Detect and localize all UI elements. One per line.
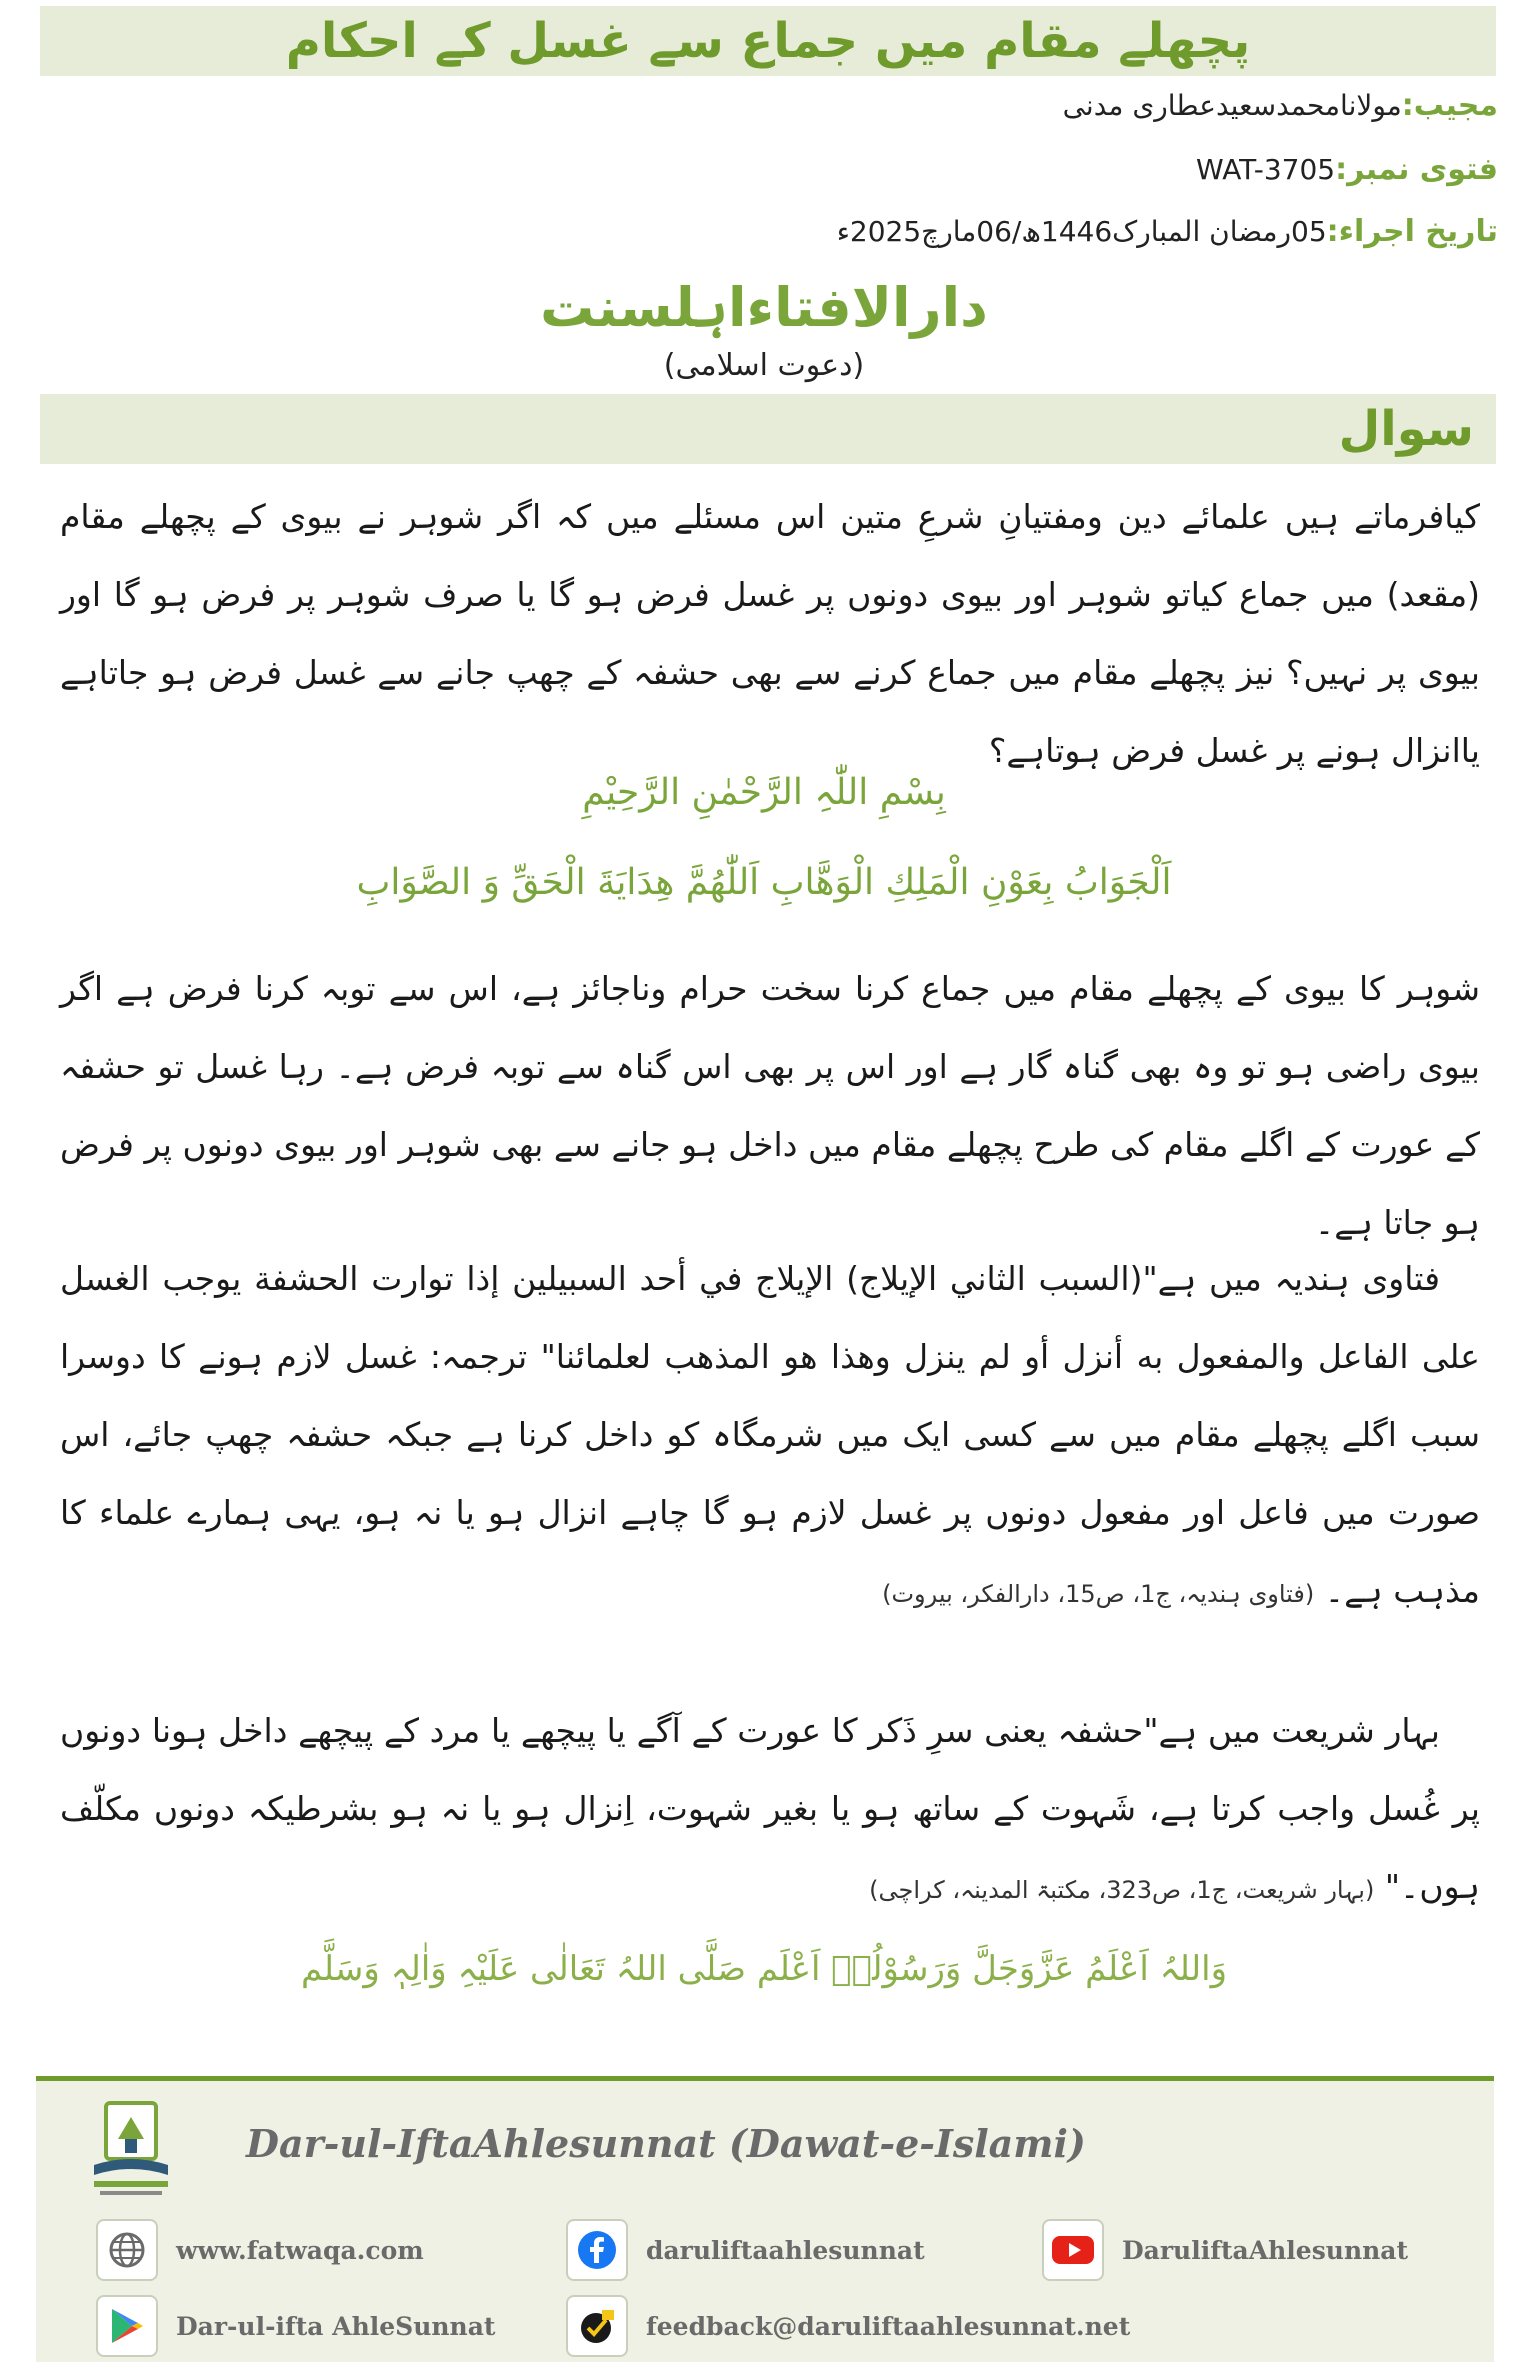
answer-paragraph-1: شوہر کا بیوی کے پچھلے مقام میں جماع کرنا سخت حرام وناجائز ہے، اس سے توبہ کرنا فرض ہے اگر بیوی راضی ہو تو وہ بھی گناہ گار ہے اور اس پر بھی اس گناہ سے توبہ فرض ہے۔ رہا غسل تو حشفہ کے عورت کے اگلے مقام کی طرح پچھلے مقام میں داخل ہو جانے سے بھی شوہر اور بیوی دونوں پر فرض ہو جاتا ہے۔ xyxy=(60,969,1480,1242)
fatwa-number-label: فتوی نمبر: xyxy=(1335,152,1498,187)
playstore-text: Dar-ul-ifta AhleSunnat xyxy=(176,2311,496,2341)
answer-paragraph-3 xyxy=(60,1692,1480,1929)
youtube-icon xyxy=(1042,2219,1104,2281)
facebook-link[interactable] xyxy=(566,2219,925,2281)
answer-paragraph-2-text: فتاوی ہندیہ میں ہے"(السبب الثاني الإيلاج) الإيلاج في أحد السبيلين إذا توارت الحشفة يوجب الغسل على الفاعل والمفعول به أنزل أو لم ينزل وهذا هو المذهب لعلمائنا" ترجمہ: غسل لازم ہونے کا دوسرا سبب اگلے پچھلے مقام میں سے کسی ایک میں شرمگاہ کو داخل کرنا ہے جبکہ حشفہ چھپ جائے، اس صورت میں فاعل اور مفعول دونوں پر غسل لازم ہو گا چاہے انزال ہو یا نہ ہو، یہی ہمارے علماء کا مذہب ہے۔ xyxy=(60,1259,1480,1610)
title-bar xyxy=(40,6,1496,76)
question-heading: سوال xyxy=(1338,401,1474,457)
question-text: کیافرماتے ہیں علمائے دین ومفتیانِ شرعِ متین اس مسئلے میں کہ اگر شوہر نے بیوی کے پچھلے مقام (مقعد) میں جماع کیاتو شوہر اور بیوی دونوں پر غسل فرض ہو گا یا صرف شوہر پر فرض ہو گا اور بیوی پر نہیں؟ نیز پچھلے مقام میں جماع کرنے سے بھی حشفہ کے چھپ جانے سے غسل فرض ہو جاتاہے یاانزال ہونے پر غسل فرض ہوتاہے؟ xyxy=(60,497,1480,770)
footer-brand: Dar-ul-IftaAhlesunnat (Dawat-e-Islami) xyxy=(246,2121,1086,2166)
fatwa-number-value: WAT-3705 xyxy=(1196,153,1336,186)
answer-paragraph-2 xyxy=(60,1240,1480,1633)
bismillah: بِسْمِ اللّٰہِ الرَّحْمٰنِ الرَّحِیْمِ xyxy=(582,772,946,813)
answer-paragraph-3-text: بہار شریعت میں ہے"حشفہ یعنی سرِ ذَکر کا عورت کے آگے یا پیچھے یا مرد کے پیچھے داخل ہونا دونوں پر غُسل واجب کرتا ہے، شَہوت کے ساتھ ہو یا بغیر شہوت، اِنزال ہو یا نہ ہو بشرطیکہ دونوں مکلّف ہوں۔" xyxy=(60,1711,1480,1906)
bahar-reference: (بہار شریعت، ج1، ص323، مکتبۃ المدینہ، کراچی) xyxy=(869,1876,1375,1904)
page-title: پچھلے مقام میں جماع سے غسل کے احکام xyxy=(285,13,1251,69)
facebook-text: daruliftaahlesunnat xyxy=(646,2235,925,2265)
mujeeb-value: مولانامحمدسعیدعطاری مدنی xyxy=(1062,89,1402,122)
email-text: feedback@daruliftaahlesunnat.net xyxy=(646,2311,1131,2341)
website-text: www.fatwaqa.com xyxy=(176,2235,424,2265)
issue-date-row xyxy=(837,214,1498,249)
issue-date-value: 05رمضان المبارک1446ھ/06مارچ2025ء xyxy=(836,215,1327,248)
question-section-bar xyxy=(40,394,1496,464)
fatwa-number-row xyxy=(1196,152,1498,187)
closing-dua: وَاللہُ اَعْلَمُ عَزَّوَجَلَّ وَرَسُوْلُہٗ اَعْلَم صَلَّی اللہُ تَعَالٰی عَلَیْہِ وَاٰلِہٖ وَسَلَّم xyxy=(300,1949,1228,1989)
mujeeb-label: مجیب: xyxy=(1401,88,1498,123)
globe-icon xyxy=(96,2219,158,2281)
youtube-text: DaruliftaAhlesunnat xyxy=(1122,2235,1409,2265)
dar-ul-ifta-logo-icon xyxy=(86,2095,176,2205)
website-link[interactable] xyxy=(96,2219,424,2281)
email-icon xyxy=(566,2295,628,2357)
play-store-icon xyxy=(96,2295,158,2357)
jawab-heading: اَلْجَوَابُ بِعَوْنِ الْمَلِكِ الْوَهَّابِ اَللّٰهُمَّ هِدَايَةَ الْحَقِّ وَ الصَّوَابِ xyxy=(356,862,1172,903)
mujeeb-row xyxy=(1063,88,1498,123)
facebook-icon xyxy=(566,2219,628,2281)
footer xyxy=(36,2076,1494,2362)
issue-date-label: تاریخ اجراء: xyxy=(1326,214,1498,249)
playstore-link[interactable] xyxy=(96,2295,495,2357)
hindiya-reference: (فتاوی ہندیہ، ج1، ص15، دارالفکر، بیروت) xyxy=(882,1580,1315,1608)
email-link[interactable] xyxy=(566,2295,1130,2357)
org-name: دارالافتاءاہلسنت xyxy=(540,276,988,339)
org-subtitle: (دعوت اسلامی) xyxy=(663,348,865,383)
youtube-link[interactable] xyxy=(1042,2219,1408,2281)
